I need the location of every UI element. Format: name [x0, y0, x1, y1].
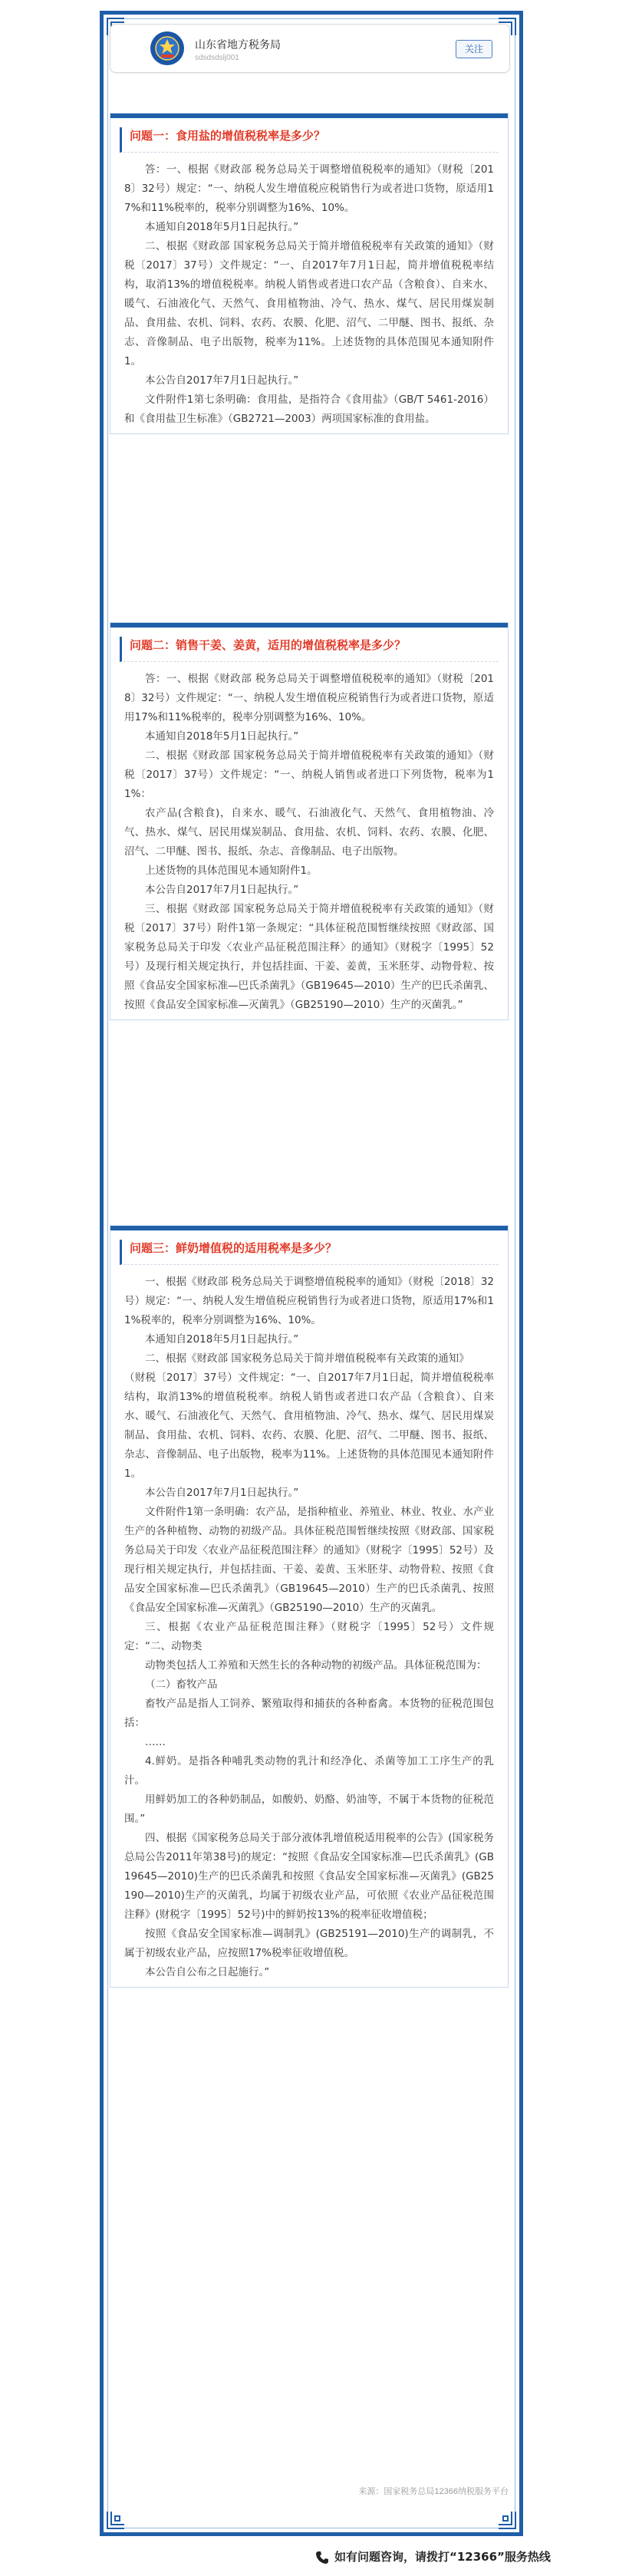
answer-paragraph: 二、根据《财政部 国家税务总局关于简并增值税税率有关政策的通知》（财税〔2017〕37号）文件规定：“一、纳税人销售或者进口下列货物，税率为11%：	[124, 749, 494, 800]
answer-body	[110, 1265, 508, 1987]
answer-paragraph: 文件附件1第一条明确：农产品，是指种植业、养殖业、林业、牧业、水产业生产的各种植物、动物的初级产品。具体征税范围暂继续按照《财政部、国家税务总局关于印发〈农业产品征税范围注释〉的通知》（财税字〔1995〕52号）及现行相关规定执行，并包括挂面、干姜、姜黄、玉米胚芽、动物骨粒、按照《食品安全国家标准—巴氏杀菌乳》（GB19645—2010）生产的巴氏杀菌乳、按照《食品安全国家标准—灭菌乳》（GB25190—2010）生产的灭菌乳。	[124, 1506, 494, 1614]
answer-paragraph: 文件附件1第七条明确：食用盐，是指符合《食用盐》（GB/T 5461-2016）和《食用盐卫生标准》（GB2721—2003）两项国家标准的食用盐。	[124, 394, 494, 425]
answer-paragraph: 农产品(含粮食)，自来水、暖气、石油液化气、天然气、食用植物油、冷气、热水、煤气、居民用煤炭制品、食用盐、农机、饲料、农药、农膜、化肥、沼气、二甲醚、图书、报纸、杂志、音像制品、电子出版物。	[124, 807, 494, 858]
answer-paragraph: （二）畜牧产品	[145, 1678, 218, 1691]
tax-bureau-emblem-icon	[150, 31, 184, 65]
qa-section-2	[110, 622, 509, 1020]
account-header	[110, 24, 510, 73]
answer-paragraph: 上述货物的具体范围见本通知附件1。	[145, 865, 318, 877]
answer-body	[110, 662, 508, 1020]
corner-ornament-icon	[497, 2510, 517, 2530]
answer-paragraph: 按照《食品安全国家标准—调制乳》(GB25191—2010)生产的调制乳，不属于初级农业产品，应按照17%税率征收增值税。	[124, 1928, 494, 1959]
account-id: sdsdsdslj001	[195, 54, 239, 62]
follow-button[interactable]: 关注	[456, 40, 492, 58]
answer-paragraph: 动物类包括人工养殖和天然生长的各种动物的初级产品。具体征税范围为：	[145, 1659, 487, 1672]
answer-paragraph: 本公告自2017年7月1日起执行。”	[145, 1487, 299, 1499]
section-top-bar	[110, 114, 508, 118]
answer-paragraph: 四、根据《国家税务总局关于部分液体乳增值税适用税率的公告》(国家税务总局公告2011年第38号)的规定：“按照《食品安全国家标准—巴氏杀菌乳》(GB19645—2010)生产的巴氏杀菌乳和按照《食品安全国家标准—灭菌乳》(GB25190—2010)生产的灭菌乳，均属于初级农业产品，可依照《农业产品征税范围注释》(财税字〔1995〕52号)中的鲜奶按13%的税率征收增值税；	[124, 1832, 494, 1921]
source-note: 来源：国家税务总局12366纳税服务平台	[358, 2487, 509, 2496]
answer-paragraph: 三、根据《农业产品征税范围注释》（财税字〔1995〕52号）文件规定：“二、动物类	[124, 1621, 494, 1652]
answer-paragraph: 三、根据《财政部 国家税务总局关于简并增值税税率有关政策的通知》（财税〔2017〕37号）附件1第一条规定：“具体征税范围暂继续按照《财政部、国家税务总局关于印发〈农业产品征税范围注释〉的通知》（财税字〔1995〕52号）及现行相关规定执行，并包括挂面、干姜、姜黄，玉米胚芽、动物骨粒、按照《食品安全国家标准—巴氏杀菌乳》（GB19645—2010）生产的巴氏杀菌乳、按照《食品安全国家标准—灭菌乳》（GB25190—2010）生产的灭菌乳。”	[124, 903, 494, 1011]
answer-paragraph: 答：一、根据《财政部 税务总局关于调整增值税税率的通知》（财税〔2018〕32号）文件规定：“一、纳税人发生增值税应税销售行为或者进口货物，原适用17%和11%税率的，税率分别调整为16%、10%。	[124, 673, 494, 723]
hotline-banner	[314, 2547, 551, 2567]
account-name: 山东省地方税务局	[195, 39, 281, 51]
phone-icon	[314, 2550, 330, 2565]
answer-paragraph: 二、根据《财政部 国家税务总局关于简并增值税税率有关政策的通知》	[145, 1352, 469, 1365]
corner-ornament-icon	[106, 2510, 126, 2530]
answer-paragraph: 4.鲜奶。是指各种哺乳类动物的乳汁和经净化、杀菌等加工工序生产的乳汁。	[124, 1755, 494, 1787]
answer-paragraph: ……	[145, 1736, 166, 1748]
section-top-bar	[110, 1226, 508, 1230]
answer-paragraph: 用鲜奶加工的各种奶制品，如酸奶、奶酪、奶油等，不属于本货物的征税范围。”	[124, 1794, 494, 1825]
answer-paragraph: 本通知自2018年5月1日起执行。”	[145, 730, 299, 743]
qa-section-3	[110, 1225, 509, 1988]
page-frame	[100, 11, 523, 2536]
answer-paragraph: 本公告自2017年7月1日起执行。”	[145, 884, 299, 896]
answer-paragraph: 本公告自公布之日起施行。”	[145, 1966, 270, 1978]
hotline-text: 如有问题咨询，请拨打“12366”服务热线	[334, 2550, 551, 2564]
question-title: 问题三：鲜奶增值税的适用税率是多少？	[120, 1240, 499, 1265]
answer-paragraph: 二、根据《财政部 国家税务总局关于简并增值税税率有关政策的通知》（财税〔2017〕37号）文件规定：“一、自2017年7月1日起，简并增值税税率结构，取消13%的增值税税率。纳税人销售或者进口农产品（含粮食）、自来水、暖气、石油液化气、天然气、食用植物油、冷气、热水、煤气、居民用煤炭制品、食用盐、农机、饲料、农药、农膜、化肥、沼气、二甲醚、图书、报纸、杂志、音像制品、电子出版物，税率为11%。上述货物的具体范围见本通知附件1。	[124, 240, 494, 367]
answer-paragraph: 本公告自2017年7月1日起执行。”	[145, 374, 299, 387]
answer-paragraph: 本通知自2018年5月1日起执行。”	[145, 221, 299, 233]
answer-paragraph: 一、根据《财政部 税务总局关于调整增值税税率的通知》（财税〔2018〕32号）规定：“一、纳税人发生增值税应税销售行为或者进口货物，原适用17%和11%税率的，税率分别调整为16%、10%。	[124, 1276, 494, 1326]
qa-section-1	[110, 113, 509, 434]
answer-body	[110, 153, 508, 433]
section-top-bar	[110, 623, 508, 628]
answer-paragraph: （财税〔2017〕37号）文件规定：“一、自2017年7月1日起，简并增值税税率结构，取消13%的增值税税率。纳税人销售或者进口农产品（含粮食）、自来水、暖气、石油液化气、天然气、食用植物油、冷气、热水、煤气、居民用煤炭制品、食用盐、农机、饲料、农药、农膜、化肥、沼气、二甲醚、图书、报纸、杂志、音像制品、电子出版物，税率为11%。上述货物的具体范围见本通知附件1。	[124, 1372, 494, 1480]
question-title: 问题二：销售干姜、姜黄，适用的增值税税率是多少？	[120, 637, 499, 662]
answer-paragraph: 畜牧产品是指人工饲养、繁殖取得和捕获的各种畜禽。本货物的征税范围包括：	[124, 1698, 494, 1729]
answer-paragraph: 本通知自2018年5月1日起执行。”	[145, 1333, 299, 1346]
answer-paragraph: 答：一、根据《财政部 税务总局关于调整增值税税率的通知》（财税〔2018〕32号）规定：“一、纳税人发生增值税应税销售行为或者进口货物，原适用17%和11%税率的，税率分别调整为16%、10%。	[124, 163, 494, 214]
question-title: 问题一：食用盐的增值税税率是多少？	[120, 127, 499, 153]
